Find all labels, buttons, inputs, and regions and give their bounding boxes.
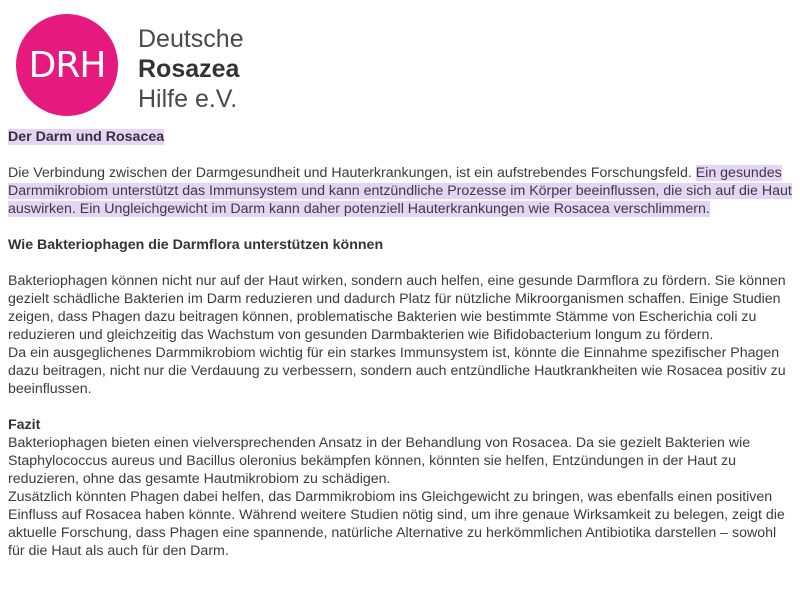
fazit-paragraph-1: Bakteriophagen bieten einen vielversprechenden Ansatz in der Behandlung von Rosacea. Da sie gezielt Bakterien wie Staphylococcus aureus und Bacillus oleronius bekämpfen können, könnten sie helfen, Entzündungen in der Haut zu reduzieren, ohne das gesamte Hautmikrobiom zu schädigen. [8, 435, 751, 487]
logo-line-1: Deutsche [138, 25, 244, 53]
section1-paragraph-2: Da ein ausgeglichenes Darmmikrobiom wichtig für ein starkes Immunsystem ist, könnte die Einnahme spezifischer Phagen dazu beitragen, nicht nur die Verdauung zu verbessern, sondern auch entzündliche Hautkrankheiten wie Rosacea positiv zu beeinflussen. [8, 345, 786, 397]
logo-mark: DRH [28, 44, 106, 86]
logo-wordmark [138, 24, 244, 114]
intro-highlighted-text: Ein gesundes Darmmikrobiom unterstützt das Immunsystem und kann entzündliche Prozesse im Körper beeinflussen, die sich auf die Haut auswirken. Ein Ungleichgewicht im Darm kann daher potenziell Hauterkrankungen wie Rosacea verschlimmern. [8, 165, 792, 217]
fazit-paragraph-2: Zusätzlich könnten Phagen dabei helfen, das Darmmikrobiom ins Gleichgewicht zu bringen, was ebenfalls einen positiven Einfluss auf Rosacea haben könnte. Während weitere Studien nötig sind, um ihre genaue Wirksamkeit zu belegen, zeigt die aktuelle Forschung, dass Phagen eine spannende, natürliche Alternative zu herkömmlichen Antibiotika darstellen – sowohl für die Haut als auch für den Darm. [8, 489, 785, 559]
section1-paragraph-1: Bakteriophagen können nicht nur auf der Haut wirken, sondern auch helfen, eine gesunde Darmflora zu fördern. Sie können gezielt schädliche Bakterien im Darm reduzieren und dadurch Platz für nützliche Mikroorganismen schaffen. Einige Studien zeigen, dass Phagen dazu beitragen können, problematische Bakterien wie bestimmte Stämme von Escherichia coli zu reduzieren und gleichzeitig das Wachstum von gesunden Darmbakterien wie Bifidobacterium longum zu fördern. [8, 273, 786, 343]
intro-paragraph [8, 164, 792, 218]
article-body [8, 128, 792, 560]
intro-text: Die Verbindung zwischen der Darmgesundheit und Hauterkrankungen, ist ein aufstrebendes Forschungsfeld. [8, 165, 696, 181]
logo-line-3: Hilfe e.V. [138, 85, 238, 113]
section-heading-bakteriophagen: Wie Bakteriophagen die Darmflora unterstützen können [8, 237, 384, 253]
section-heading-fazit: Fazit [8, 417, 41, 433]
logo-line-2: Rosazea [138, 55, 240, 83]
article-title: Der Darm und Rosacea [8, 129, 165, 145]
drh-logo [14, 10, 254, 115]
